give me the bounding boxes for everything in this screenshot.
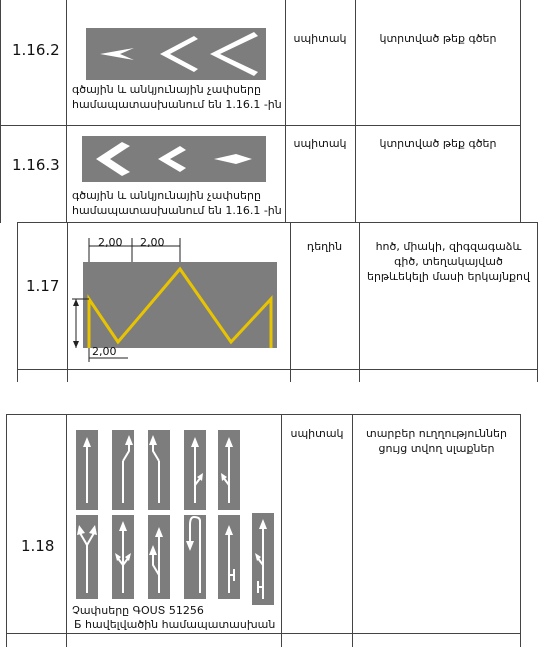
marking-description-line-3: երթևեկելի մասի երկայնքով: [366, 270, 531, 283]
dimension-label-bottom: 2,00: [92, 345, 117, 358]
caption-line-1: գծային և անկյունային չափսերը: [72, 189, 261, 202]
caption-line-1: գծային և անկյունային չափսերը: [72, 83, 261, 96]
marking-diagram-1-16-2: [86, 28, 266, 80]
caption-line-2: Б հավելվածին համապատասխան: [74, 618, 276, 631]
marking-description-line-2: գիծ, տեղակայված: [394, 255, 503, 268]
arrow-markings-diagram-1-18: [66, 415, 281, 605]
chevron-markings: [82, 136, 266, 182]
row-code: 1.16.3: [12, 156, 60, 174]
marking-description: կտրտված թեք գծեր: [379, 32, 497, 45]
chevron-markings: [86, 28, 266, 80]
marking-color: սպիտակ: [293, 32, 347, 45]
caption-line-1: Չափսերը ԳՕՍՏ 51256: [72, 604, 204, 617]
marking-color: սպիտակ: [290, 427, 344, 440]
marking-description-line-1: տարբեր ուղղություններ: [365, 427, 507, 440]
dimension-label-top-2: 2,00: [140, 236, 165, 249]
marking-description-line-1: հոծ, միակի, զիգզագաձև: [375, 240, 522, 253]
dimension-label-top-1: 2,00: [98, 236, 123, 249]
row-code: 1.17: [26, 277, 60, 295]
caption-line-2: համապատասխանում են 1.16.1 -ին: [72, 204, 282, 217]
marking-diagram-1-16-3: [82, 136, 266, 182]
marking-color: դեղին: [306, 240, 343, 253]
marking-description-line-2: ցույց տվող սլաքներ: [378, 442, 495, 455]
caption-line-2: համապատասխանում են 1.16.1 -ին: [72, 98, 282, 111]
marking-description: կտրտված թեք գծեր: [379, 137, 497, 150]
marking-color: սպիտակ: [293, 137, 347, 150]
row-code: 1.18: [21, 537, 55, 555]
row-code: 1.16.2: [12, 41, 60, 59]
